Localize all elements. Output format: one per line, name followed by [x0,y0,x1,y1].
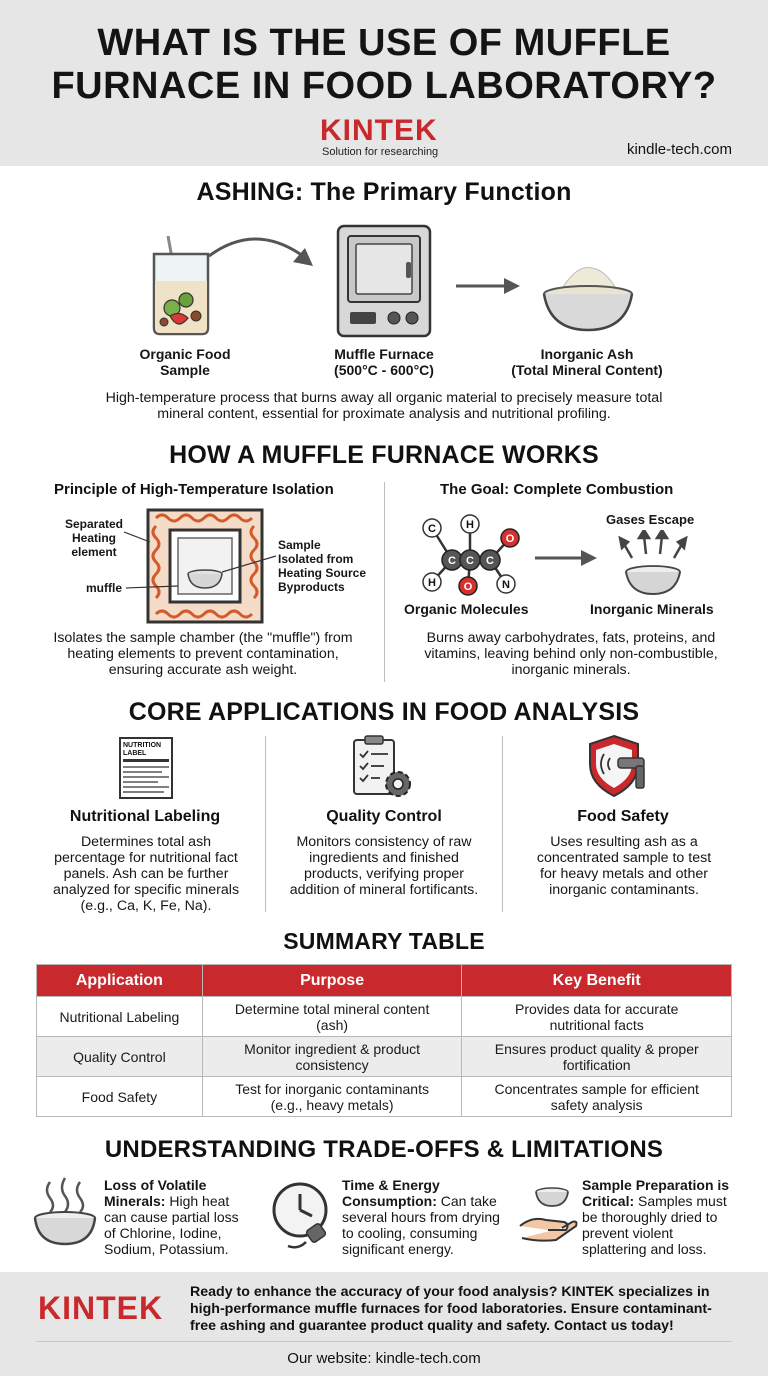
table-cell: Ensures product quality & proper fortification [462,1037,732,1077]
ash-bowl-icon [540,262,636,334]
title-line-1: WHAT IS THE USE OF MUFFLE [97,22,671,64]
bowl-gases-icon [618,530,688,598]
app-title-quality: Quality Control [326,808,442,825]
app-divider-2 [502,736,503,912]
table-cell: Provides data for accurate nutritional facts [462,997,732,1037]
combustion-title: The Goal: Complete Combustion [440,481,674,498]
table-cell: Quality Control [37,1037,203,1077]
atom-label: O [463,581,473,593]
gases-escape-label: Gases Escape [606,512,695,527]
organic-molecules-label: Organic Molecules [404,601,529,617]
applications-heading: CORE APPLICATIONS IN FOOD ANALYSIS [128,698,640,726]
atom-label: O [505,533,515,545]
app-divider-1 [265,736,266,912]
arrow-right-icon [535,548,599,568]
footer-website-link[interactable]: Our website: kindle-tech.com [287,1350,481,1367]
clock-plug-icon [270,1180,338,1252]
footer-kintek-logo: KINTEK [38,1290,164,1326]
step-sample-label: Organic Food Sample [139,346,231,378]
table-cell: Monitor ingredient & product consistency [202,1037,462,1077]
app-desc-safety: Uses resulting ash as a concentrated sample to test for heavy metals and other inorganic contaminants. [536,834,712,898]
footer-call-to-action: Ready to enhance the accuracy of your food analysis? KINTEK specializes in high-performance muffle furnaces for food laboratories. Ensure contaminant- free ashing and guarantee product quality and safety. Contact us today! [190,1284,712,1334]
atom-label: C [428,523,436,535]
nutrition-icon-text: NUTRITION [123,742,162,749]
how-heading: HOW A MUFFLE FURNACE WORKS [169,441,599,469]
page-title [0,22,768,108]
ashing-heading: ASHING: The Primary Function [196,178,572,206]
muffle-diagram-icon [120,508,280,624]
nutrition-icon-text: LABEL [123,750,147,757]
table-cell: Nutritional Labeling [37,997,203,1037]
atom-label: C [466,555,474,567]
checklist-gear-icon [350,734,416,802]
footer-divider [36,1341,732,1342]
curved-arrow-icon [205,226,320,276]
brand-tagline: Solution for researching [322,146,439,158]
inorganic-minerals-label: Inorganic Minerals [590,601,714,617]
table-cell: Determine total mineral content (ash) [202,997,462,1037]
table-row [37,1037,732,1077]
app-title-nutrition: Nutritional Labeling [69,808,221,825]
atom-label: C [448,555,456,567]
isolation-title: Principle of High-Temperature Isolation [54,481,334,498]
atom-label: H [466,519,474,531]
sample-isolated-label: Sample Isolated from Heating Source Byproducts [278,538,367,594]
title-line-2: FURNACE IN FOOD LABORATORY? [51,65,717,107]
muffle-label: muffle [86,581,122,595]
organic-molecule-icon [414,514,524,596]
table-header-row [37,965,732,997]
app-desc-quality: Monitors consistency of raw ingredients and finished products, verifying proper addition of mineral fortificants. [289,834,479,898]
kintek-logo: KINTEK [320,114,438,147]
tradeoff-volatile-minerals: Loss of Volatile Minerals: High heat can cause partial loss of Chlorine, Iodine, Sodium, Potassium. [104,1177,239,1257]
column-header: Purpose [202,965,462,997]
combustion-description: Burns away carbohydrates, fats, proteins, and vitamins, leaving behind only non-combustible, inorganic minerals. [424,630,718,678]
table-row [37,997,732,1037]
isolation-description: Isolates the sample chamber (the "muffle") from heating elements to prevent contamination, ensuring accurate ash weight. [53,630,353,678]
table-cell: Test for inorganic contaminants (e.g., heavy metals) [202,1077,462,1117]
nutrition-label-icon [118,736,174,800]
heating-element-label: Separated Heating element [64,517,124,559]
table-row [37,1077,732,1117]
tradeoff-time-energy: Time & Energy Consumption: Can take several hours from drying to cooling, consuming significant energy. [342,1177,500,1257]
how-divider [384,482,385,682]
table-cell: Food Safety [37,1077,203,1117]
step-furnace-label: Muffle Furnace (500°C - 600°C) [334,346,434,378]
step-ash-label: Inorganic Ash (Total Mineral Content) [511,346,663,378]
tradeoff-sample-preparation: Sample Preparation is Critical: Samples must be thoroughly dried to prevent violent splattering and loss. [582,1177,730,1257]
ashing-description: High-temperature process that burns away all organic material to precisely measure total mineral content, essential for proximate analysis and nutritional profiling. [105,390,663,422]
arrow-right-icon [456,276,522,296]
summary-heading: SUMMARY TABLE [283,928,485,954]
tradeoffs-heading: UNDERSTANDING TRADE-OFFS & LIMITATIONS [104,1136,664,1163]
muffle-furnace-icon [336,224,432,338]
summary-table [36,964,732,1117]
app-title-safety: Food Safety [577,808,669,825]
atom-label: C [486,555,494,567]
shield-sensor-icon [586,734,656,798]
hand-bowl-icon [518,1182,580,1248]
atom-label: H [428,577,436,589]
app-desc-nutrition: Determines total ash percentage for nutritional fact panels. Ash can be further analyzed for specific minerals (e.g., Ca, K, Fe, Na). [52,834,240,914]
column-header: Application [37,965,203,997]
table-cell: Concentrates sample for efficient safety analysis [462,1077,732,1117]
website-link[interactable]: kindle-tech.com [626,141,732,158]
atom-label: N [502,579,510,591]
steaming-bowl-icon [32,1176,98,1246]
column-header: Key Benefit [462,965,732,997]
